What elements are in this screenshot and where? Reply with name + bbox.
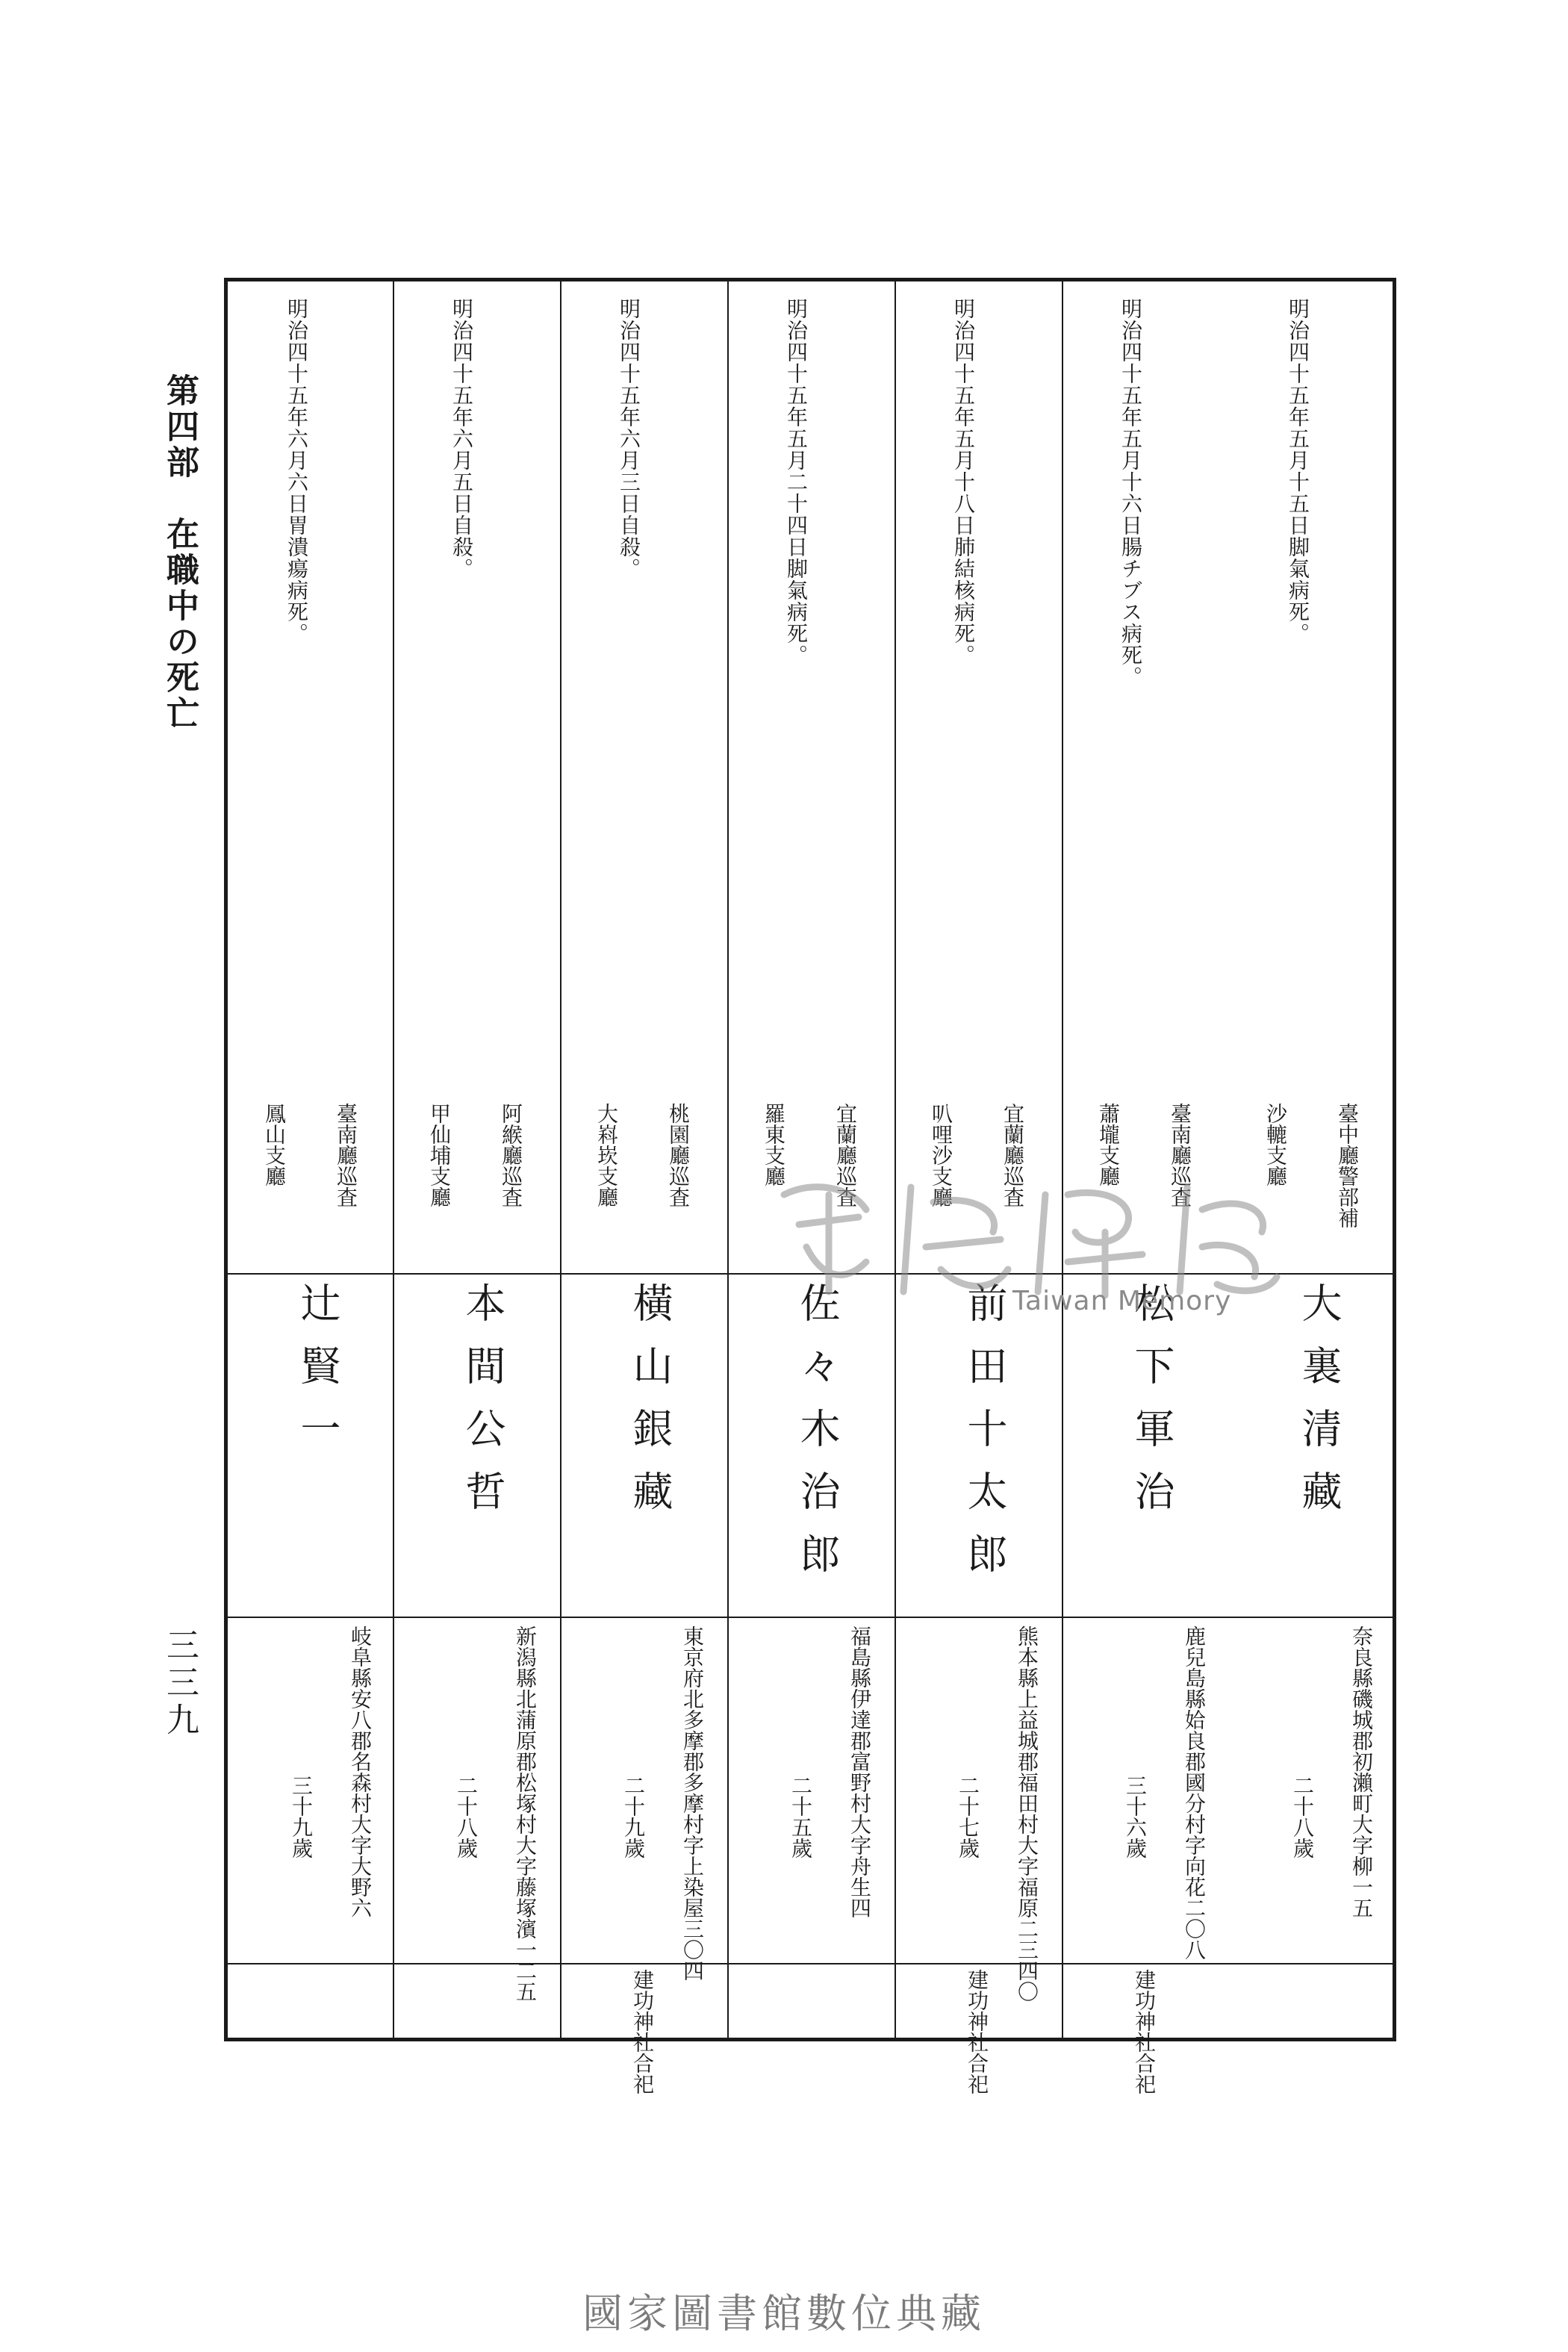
record-branch: 羅東支廳 xyxy=(762,1103,786,1186)
record-note: 建功神社合祀 xyxy=(630,1969,655,2094)
record-post: 桃園廳巡査 xyxy=(666,1103,691,1207)
column-divider xyxy=(560,281,561,2038)
death-record-date: 明治四十五年五月十六日腸チブス病死。 xyxy=(1119,298,1143,688)
record-branch: 沙轆支廳 xyxy=(1263,1103,1288,1186)
death-record-date: 明治四十五年五月二十四日脚氣病死。 xyxy=(784,298,809,666)
record-age: 三十九歲 xyxy=(289,1775,314,1858)
page-number: 三三九 xyxy=(161,1628,199,1740)
record-name: 前田十太郎 xyxy=(961,1282,1008,1596)
record-address: 岐阜縣安八郡名森村大字大野六 xyxy=(348,1625,373,1918)
record-branch: 甲仙埔支廳 xyxy=(427,1103,452,1207)
record-age: 二十五歲 xyxy=(788,1775,813,1858)
record-name: 辻賢一 xyxy=(294,1282,341,1470)
record-name: 佐々木治郎 xyxy=(794,1282,841,1596)
record-column xyxy=(727,281,895,2038)
record-column xyxy=(1229,281,1396,2038)
record-age: 二十七歲 xyxy=(956,1775,980,1858)
record-branch: 鳳山支廳 xyxy=(262,1103,287,1186)
record-post: 宜蘭廳巡査 xyxy=(1001,1103,1025,1207)
record-branch: 蕭壠支廳 xyxy=(1096,1103,1121,1186)
records-table xyxy=(224,278,1396,2094)
record-name: 大裏清藏 xyxy=(1295,1282,1343,1533)
record-post: 宜蘭廳巡査 xyxy=(833,1103,858,1207)
record-address: 新潟縣北蒲原郡松塚村大字藤塚濱一二五 xyxy=(513,1625,538,2002)
death-record-date: 明治四十五年六月六日胃潰瘍病死。 xyxy=(284,298,309,644)
column-divider xyxy=(727,281,729,2038)
column-divider xyxy=(895,281,896,2038)
column-divider xyxy=(393,281,394,2038)
record-post: 臺中廳警部補 xyxy=(1335,1103,1360,1228)
record-note: 建功神社合祀 xyxy=(965,1969,989,2094)
record-post: 阿緱廳巡査 xyxy=(499,1103,523,1207)
record-address: 鹿兒島縣姶良郡國分村字向花二〇八 xyxy=(1182,1625,1207,1960)
footer-credit: 國家圖書館數位典藏 xyxy=(582,2290,986,2337)
record-name: 橫山銀藏 xyxy=(626,1282,673,1533)
record-note: 建功神社合祀 xyxy=(1132,1969,1157,2094)
record-address: 福島縣伊達郡富野村大字舟生四 xyxy=(847,1625,872,1918)
record-column xyxy=(1062,281,1229,2094)
death-record-date: 明治四十五年六月三日自殺。 xyxy=(617,298,641,579)
death-record-date: 明治四十五年六月五日自殺。 xyxy=(449,298,474,579)
record-age: 二十八歲 xyxy=(454,1775,479,1858)
watermark-caption: Taiwan Memory xyxy=(1012,1286,1232,1316)
record-address: 熊本縣上益城郡福田村大字福原二三四〇 xyxy=(1015,1625,1039,2002)
record-age: 二十八歲 xyxy=(1290,1775,1315,1858)
record-column xyxy=(895,281,1062,2094)
record-age: 二十九歲 xyxy=(621,1775,646,1858)
record-post: 臺南廳巡査 xyxy=(334,1103,358,1207)
column-divider xyxy=(1062,281,1063,2038)
record-name: 本間公哲 xyxy=(459,1282,506,1533)
record-branch: 叭哩沙支廳 xyxy=(929,1103,953,1207)
record-age: 三十六歲 xyxy=(1123,1775,1148,1858)
record-column xyxy=(560,281,727,2094)
section-title: 第四部 在職中の死亡 xyxy=(161,373,199,732)
death-record-date: 明治四十五年五月十五日脚氣病死。 xyxy=(1286,298,1310,644)
record-post: 臺南廳巡査 xyxy=(1168,1103,1192,1207)
record-address: 東京府北多摩郡多摩村字上染屋三〇四 xyxy=(680,1625,705,1981)
record-name: 松下軍治 xyxy=(1128,1282,1175,1533)
death-record-date: 明治四十五年五月十八日肺結核病死。 xyxy=(951,298,976,666)
record-column xyxy=(393,281,560,2038)
record-branch: 大嵙崁支廳 xyxy=(594,1103,619,1207)
record-column xyxy=(228,281,395,2038)
record-address: 奈良縣磯城郡初瀨町大字柳一五 xyxy=(1349,1625,1374,1918)
